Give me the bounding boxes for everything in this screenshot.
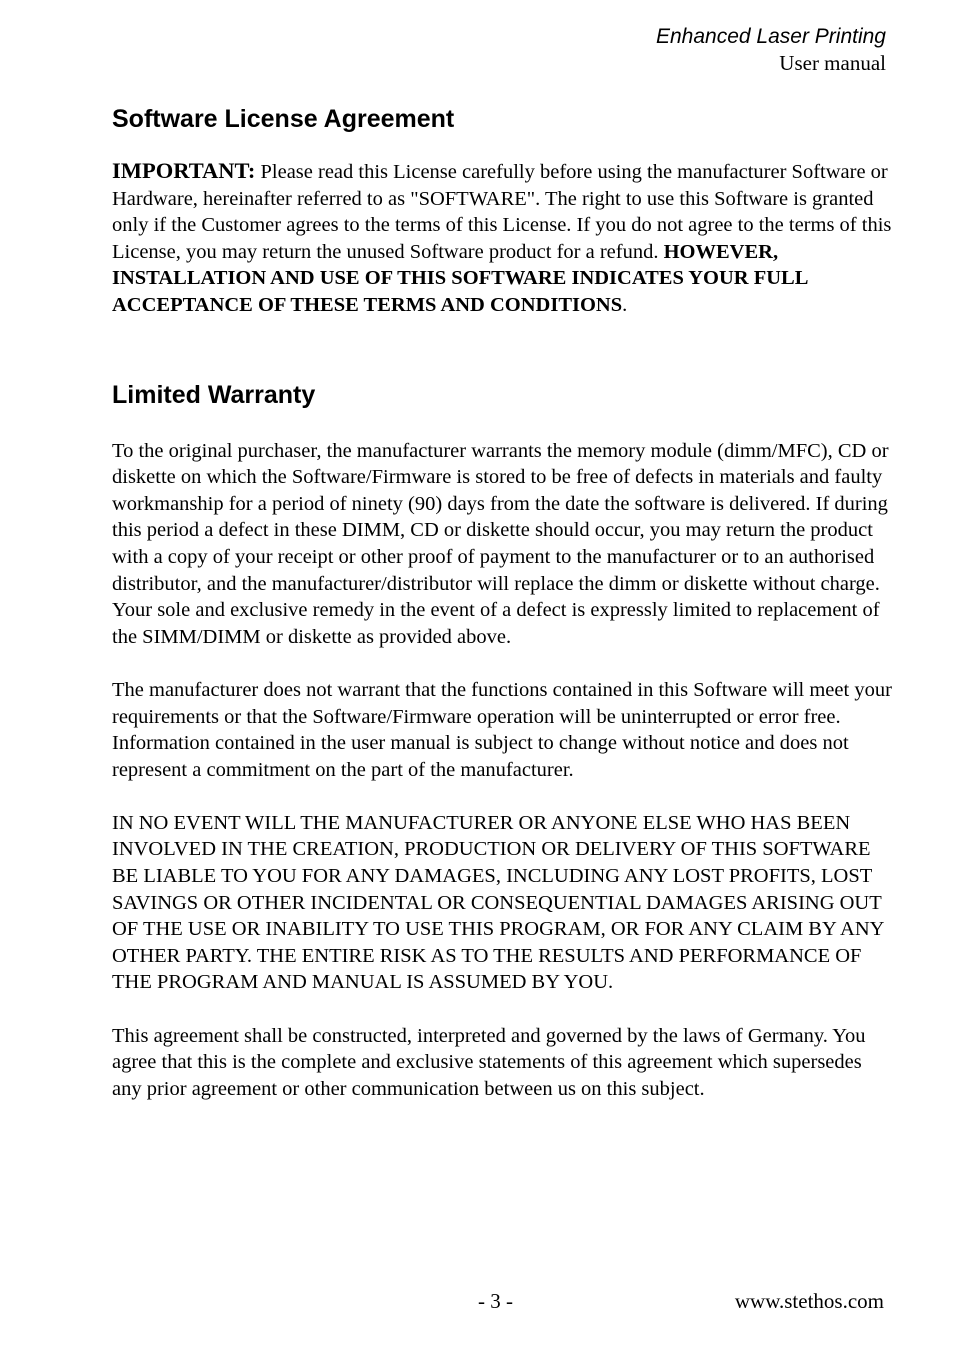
- important-label: IMPORTANT:: [112, 158, 256, 183]
- license-paragraph: [112, 158, 892, 319]
- header-subtitle: User manual: [779, 51, 886, 75]
- license-heading: Software License Agreement: [112, 105, 455, 133]
- license-text: Please read this License carefully before using the manufacturer Software or Hardware, hereinafter referred to as "SOFTWARE". The right to use this Software is granted only if the Customer agrees to the terms of this License. If you do not agree to the terms of this License, you may return the unused Software product for a refund.: [112, 161, 892, 263]
- license-bold-text: HOWEVER, INSTALLATION AND USE OF THIS SOFTWARE INDICATES YOUR FULL ACCEPTANCE OF THESE TERMS AND CONDITIONS: [112, 240, 808, 316]
- page-number: - 3 -: [478, 1289, 513, 1313]
- license-text-end: .: [622, 293, 628, 316]
- warranty-paragraph-1: To the original purchaser, the manufacturer warrants the memory module (dimm/MFC), CD or diskette on which the Software/Firmware is stored to be free of defects in materials and faulty workmanship for a period of ninety (90) days from the date the software is delivered. If during this period a defect in these DIMM, CD or diskette should occur, you may return the product with a copy of your receipt or other proof of payment to the manufacturer or to an authorised distributor, and the manufacturer/distributor will replace the dimm or diskette without charge. Your sole and exclusive remedy in the event of a defect is expressly limited to replacement of the SIMM/DIMM or diskette as provided above.: [112, 439, 889, 648]
- warranty-paragraph-3: IN NO EVENT WILL THE MANUFACTURER OR ANYONE ELSE WHO HAS BEEN INVOLVED IN THE CREATION, PRODUCTION OR DELIVERY OF THIS SOFTWARE BE LIABLE TO YOU FOR ANY DAMAGES, INCLUDING ANY LOST PROFITS, LOST SAVINGS OR OTHER INCIDENTAL OR CONSEQUENTIAL DAMAGES ARISING OUT OF THE USE OR INABILITY TO USE THIS PROGRAM, OR FOR ANY CLAIM BY ANY OTHER PARTY. THE ENTIRE RISK AS TO THE RESULTS AND PERFORMANCE OF THE PROGRAM AND MANUAL IS ASSUMED BY YOU.: [112, 811, 884, 994]
- footer-url: www.stethos.com: [734, 1289, 884, 1313]
- warranty-paragraph-2: The manufacturer does not warrant that the functions contained in this Software will meet your requirements or that the Software/Firmware operation will be uninterrupted or error free. Information contained in the user manual is subject to change without notice and does not represent a commitment on the part of the manufacturer.: [112, 678, 892, 781]
- warranty-heading: Limited Warranty: [112, 380, 316, 409]
- page-content: [112, 102, 892, 1102]
- header-title: Enhanced Laser Printing: [656, 25, 886, 48]
- warranty-paragraph-4: This agreement shall be constructed, interpreted and governed by the laws of Germany. You agree that this is the complete and exclusive statements of this agreement which supersedes any prior agreement or other communication between us on this subject.: [112, 1024, 866, 1100]
- page-header: [656, 24, 886, 77]
